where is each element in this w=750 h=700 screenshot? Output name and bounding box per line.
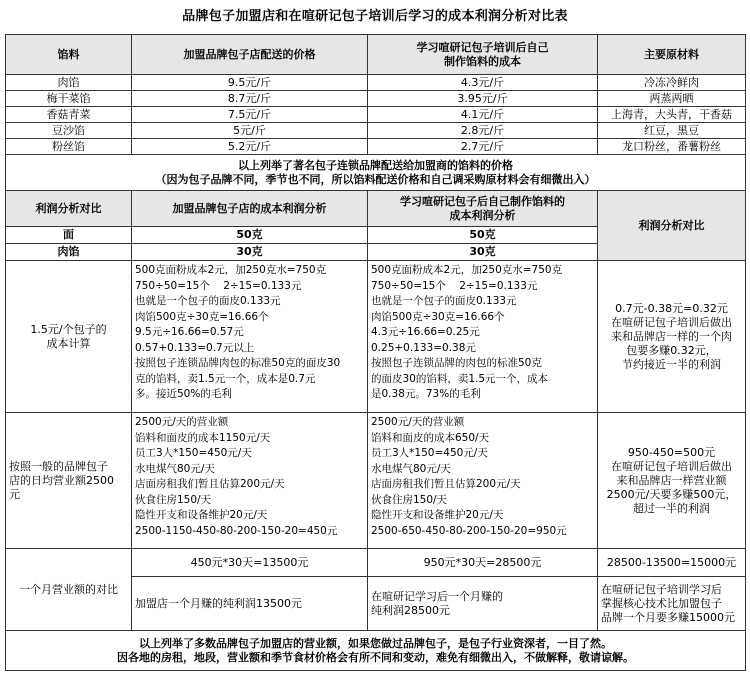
price-row (6, 107, 746, 123)
comparison-table (5, 34, 746, 671)
material: 两蒸两晒 (598, 91, 746, 107)
self-cost: 4.3元/斤 (368, 75, 598, 91)
franchise-price: 9.5元/斤 (132, 75, 368, 91)
compare-monthly-calc: 28500-13500=15000元 (598, 549, 746, 577)
cost-label: 1.5元/个包子的 成本计算 (6, 261, 132, 413)
daily-compare: 950-450=500元 在喧研记包子培训后做出 来和品牌店一样营业额 2500元/天要多赚500元， 超过一半的利润 (598, 413, 746, 549)
price-row (6, 91, 746, 107)
compare-monthly-text: 在喧研记包子培训学习后 掌握核心技术比加盟包子 品牌一个月要多赚15000元 (598, 577, 746, 631)
franchise-cost-calc: 500克面粉成本2元，加250克水=750克 750÷50=15个 2÷15=0.133元 也就是一个包子的面皮0.133元 肉馅500克÷30克=16.66个 9.5元÷16.66=0.57元 0.57+0.133=0.7元以上 按照包子连锁品牌肉包的标准50克的面皮30 克的馅料，卖1.5元一个，成本是0.7元 多。接近50%的毛利 (132, 261, 368, 413)
price-note-row (6, 155, 746, 191)
price-note: 以上列举了著名包子连锁品牌配送给加盟商的馅料的价格 （因为包子品牌不同，季节也不同，所以馅料配送价格和自己调采购原材料会有细微出入） (6, 155, 746, 191)
filling-name: 梅干菜馅 (6, 91, 132, 107)
filling-name: 肉馅 (6, 75, 132, 91)
header-filling: 馅料 (6, 35, 132, 75)
material: 红豆，黑豆 (598, 123, 746, 139)
filling-name: 粉丝馅 (6, 139, 132, 155)
price-header-row (6, 35, 746, 75)
self-weight: 50克 (368, 227, 598, 244)
self-monthly-text: 在喧研记学习后一个月赚的 纯利润28500元 (368, 577, 598, 631)
franchise-weight: 50克 (132, 227, 368, 244)
franchise-monthly-text: 加盟店一个月赚的纯利润13500元 (132, 577, 368, 631)
header-material: 主要原材料 (598, 35, 746, 75)
footer-row (6, 631, 746, 671)
price-row (6, 75, 746, 91)
footer-note: 以上列举了多数品牌包子加盟店的营业额，如果您做过品牌包子，是包子行业资深者，一目了然。 因各地的房租，地段，营业额和季节食材价格会有所不同和变动，难免有细微出入，不做解释，敬请谅解。 (6, 631, 746, 671)
cost-compare: 0.7元-0.38元=0.32元 在喧研记包子培训后做出 来和品牌店一样的一个肉 包要多赚0.32元， 节约接近一半的利润 (598, 261, 746, 413)
self-weight: 30克 (368, 244, 598, 261)
weight-label: 面 (6, 227, 132, 244)
self-monthly-calc: 950元*30天=28500元 (368, 549, 598, 577)
self-cost: 3.95元/斤 (368, 91, 598, 107)
header-franchise-price: 加盟品牌包子店配送的价格 (132, 35, 368, 75)
franchise-price: 7.5元/斤 (132, 107, 368, 123)
header-franchise-analysis: 加盟品牌包子店的成本利润分析 (132, 191, 368, 227)
filling-name: 豆沙馅 (6, 123, 132, 139)
monthly-label: 一个月营业额的对比 (6, 549, 132, 631)
daily-row (6, 413, 746, 549)
material: 冷冻冷鲜肉 (598, 75, 746, 91)
header-self-analysis: 学习喧研记包子后自己制作馅料的 成本利润分析 (368, 191, 598, 227)
franchise-price: 8.7元/斤 (132, 91, 368, 107)
franchise-weight: 30克 (132, 244, 368, 261)
profit-header-row (6, 191, 746, 227)
self-cost: 2.8元/斤 (368, 123, 598, 139)
header-profit-compare: 利润分析对比 (6, 191, 132, 227)
franchise-monthly-calc: 450元*30天=13500元 (132, 549, 368, 577)
self-daily-calc: 2500元/天的营业额 馅料和面皮的成本650/天 员工3人*150=450元/天 水电煤气80元/天 店面房租我们暂且估算200元/天 伙食住房150/天 隐性开支和设备维护20元/天 2500-650-450-80-200-150-20=950元 (368, 413, 598, 549)
price-row (6, 123, 746, 139)
franchise-price: 5元/斤 (132, 123, 368, 139)
price-row (6, 139, 746, 155)
franchise-price: 5.2元/斤 (132, 139, 368, 155)
material: 上海青，大头青，干香菇 (598, 107, 746, 123)
header-profit-compare-right: 利润分析对比 (598, 191, 746, 261)
monthly-calc-row (6, 549, 746, 577)
filling-name: 香菇青菜 (6, 107, 132, 123)
material: 龙口粉丝，番薯粉丝 (598, 139, 746, 155)
weight-label: 肉馅 (6, 244, 132, 261)
page-title: 品牌包子加盟店和在喧研记包子培训后学习的成本利润分析对比表 (182, 9, 568, 24)
cost-row (6, 261, 746, 413)
daily-label: 按照一般的品牌包子 店的日均营业额2500 元 (6, 413, 132, 549)
self-cost-calc: 500克面粉成本2元，加250克水=750克 750÷50=15个 2÷15=0.133元 也就是一个包子的面皮0.133元 肉馅500克÷30克=16.66个 4.3元÷16.66=0.25元 0.25+0.133=0.38元 按照包子连锁品牌的肉包的标准50克 的面皮30的馅料，卖1.5元一个，成本 是0.38元。73%的毛利 (368, 261, 598, 413)
header-self-cost: 学习喧研记包子培训后自己 制作馅料的成本 (368, 35, 598, 75)
self-cost: 4.1元/斤 (368, 107, 598, 123)
franchise-daily-calc: 2500元/天的营业额 馅料和面皮的成本1150元/天 员工3人*150=450元/天 水电煤气80元/天 店面房租我们暂且估算200元/天 伙食住房150/天 隐性开支和设备维护20元/天 2500-1150-450-80-200-150-20=450元 (132, 413, 368, 549)
self-cost: 2.7元/斤 (368, 139, 598, 155)
